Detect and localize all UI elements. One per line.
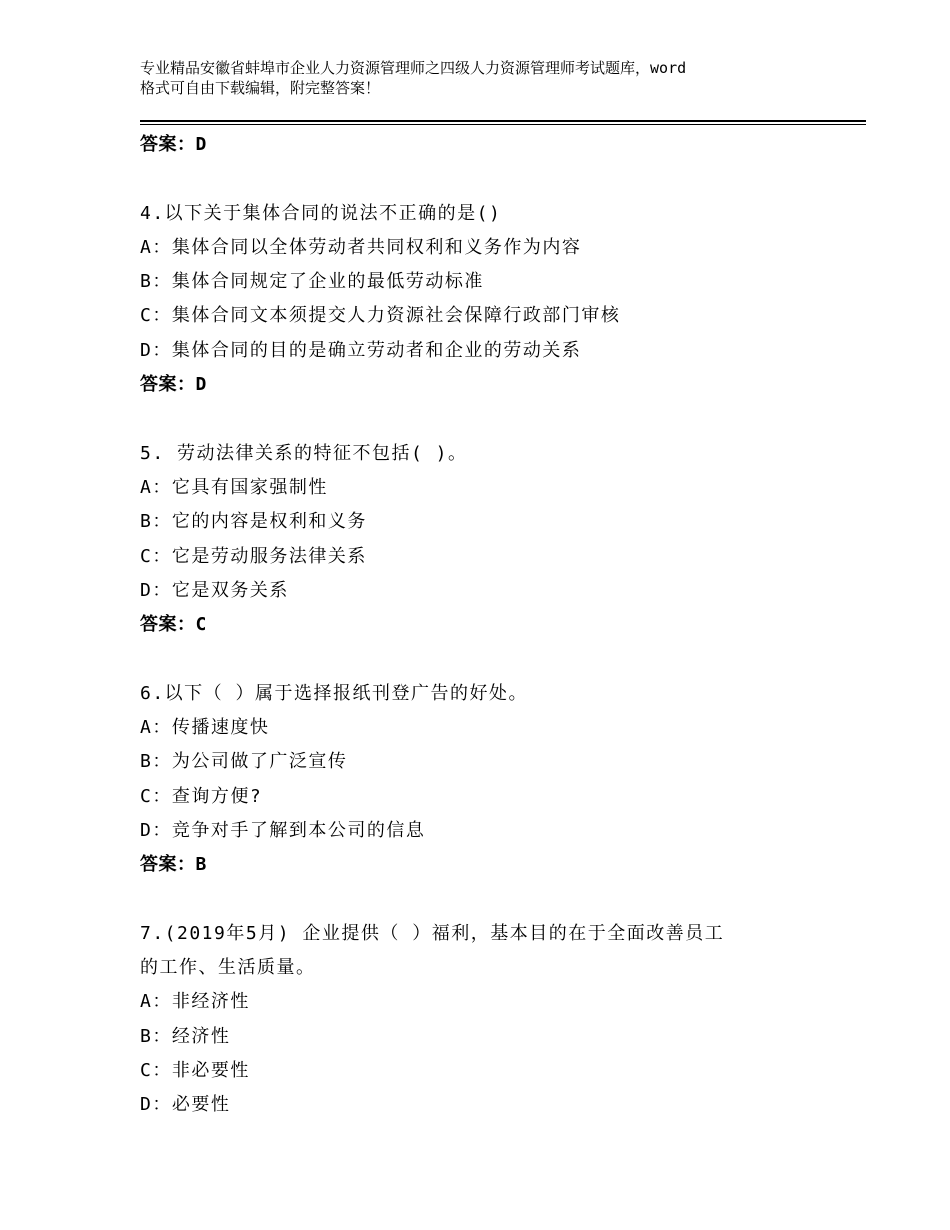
header-rule-thick [140, 120, 866, 122]
document-header [140, 58, 840, 98]
option-d: D：竞争对手了解到本公司的信息 [140, 819, 426, 841]
header-line-1: 专业精品安徽省蚌埠市企业人力资源管理师之四级人力资源管理师考试题库，word [140, 59, 687, 77]
option-c: C：集体合同文本须提交人力资源社会保障行政部门审核 [140, 305, 621, 327]
question-list [140, 128, 840, 1123]
question-5 [140, 437, 840, 643]
header-line-2: 格式可自由下载编辑，附完整答案！ [140, 79, 381, 97]
question-6 [140, 677, 840, 883]
spacer [140, 883, 840, 917]
option-b: B：集体合同规定了企业的最低劳动标准 [140, 271, 484, 293]
option-a: A：集体合同以全体劳动者共同权利和义务作为内容 [140, 236, 582, 258]
option-d: D：集体合同的目的是确立劳动者和企业的劳动关系 [140, 339, 582, 361]
previous-answer: 答案：D [140, 134, 207, 155]
question-stem: 4.以下关于集体合同的说法不正确的是() [140, 202, 502, 224]
option-c: C：查询方便? [140, 785, 263, 807]
question-stem: 5. 劳动法律关系的特征不包括( )。 [140, 442, 468, 464]
option-b: B：它的内容是权利和义务 [140, 511, 367, 533]
option-a: A：传播速度快 [140, 717, 270, 739]
spacer [140, 162, 840, 196]
question-stem-line-1: 7.(2019年5月) 企业提供（ ）福利，基本目的在于全面改善员工 [140, 922, 725, 944]
option-a: A：它具有国家强制性 [140, 476, 328, 498]
question-4 [140, 197, 840, 403]
question-7 [140, 917, 840, 1123]
question-stem: 6.以下（ ）属于选择报纸刊登广告的好处。 [140, 682, 529, 704]
spacer [140, 642, 840, 676]
option-b: B：为公司做了广泛宣传 [140, 751, 348, 773]
option-c: C：它是劳动服务法律关系 [140, 545, 367, 567]
answer: 答案：B [140, 854, 207, 876]
option-d: D：必要性 [140, 1094, 231, 1116]
spacer [140, 402, 840, 436]
option-b: B：经济性 [140, 1025, 231, 1047]
header-rule-thin [140, 124, 866, 125]
option-c: C：非必要性 [140, 1060, 250, 1082]
option-d: D：它是双务关系 [140, 579, 289, 601]
answer: 答案：D [140, 374, 207, 396]
answer: 答案：C [140, 614, 207, 636]
question-stem-line-2: 的工作、生活质量。 [140, 957, 316, 979]
option-a: A：非经济性 [140, 991, 250, 1013]
